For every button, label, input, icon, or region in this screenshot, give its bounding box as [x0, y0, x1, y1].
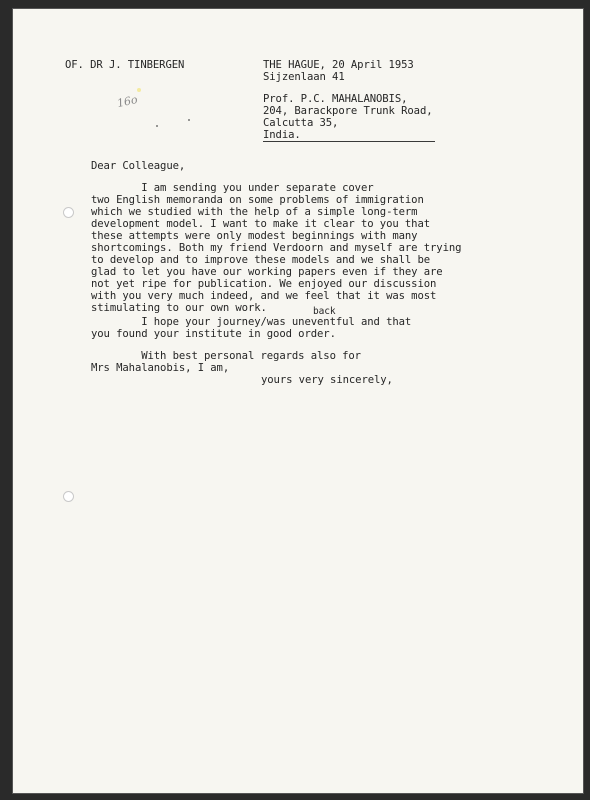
body-line: I am sending you under separate cover	[91, 182, 374, 194]
body-line: development model. I want to make it clear to you that	[91, 218, 431, 230]
address-rule	[263, 141, 435, 142]
body-line: to develop and to improve these models and we shall be	[91, 254, 431, 266]
recipient-country: India.	[263, 129, 301, 141]
recipient-name: Prof. P.C. MAHALANOBIS,	[263, 93, 408, 105]
body-line: these attempts were only modest beginnings with many	[91, 230, 418, 242]
pencil-annotation: 16o	[115, 92, 139, 111]
salutation: Dear Colleague,	[91, 160, 186, 172]
punch-hole	[63, 491, 74, 502]
punch-hole	[63, 207, 74, 218]
paper-mark	[156, 125, 158, 127]
handwritten-insertion: back	[313, 306, 336, 317]
closing: yours very sincerely,	[261, 374, 393, 386]
body-line: glad to let you have our working papers even if they are	[91, 266, 443, 278]
sender-letterhead: OF. DR J. TINBERGEN	[65, 59, 185, 71]
body-line: with you very much indeed, and we feel that it was most	[91, 290, 437, 302]
body-line: shortcomings. Both my friend Verdoorn and myself are trying	[91, 242, 462, 254]
sender-address: Sijzenlaan 41	[263, 71, 345, 83]
body-line: two English memoranda on some problems of immigration	[91, 194, 424, 206]
body-line: not yet ripe for publication. We enjoyed our discussion	[91, 278, 437, 290]
date-line: THE HAGUE, 20 April 1953	[263, 59, 414, 71]
paper-stain	[137, 88, 141, 92]
body-line: With best personal regards also for	[91, 350, 361, 362]
body-line: you found your institute in good order.	[91, 328, 336, 340]
body-line: stimulating to our own work.	[91, 302, 267, 314]
paper-mark	[188, 119, 190, 121]
body-line: which we studied with the help of a simple long-term	[91, 206, 418, 218]
recipient-street: 204, Barackpore Trunk Road,	[263, 105, 433, 117]
body-line: Mrs Mahalanobis, I am,	[91, 362, 230, 374]
body-line: I hope your journey/was uneventful and that	[91, 316, 412, 328]
recipient-city: Calcutta 35,	[263, 117, 339, 129]
letter-page	[12, 8, 584, 794]
